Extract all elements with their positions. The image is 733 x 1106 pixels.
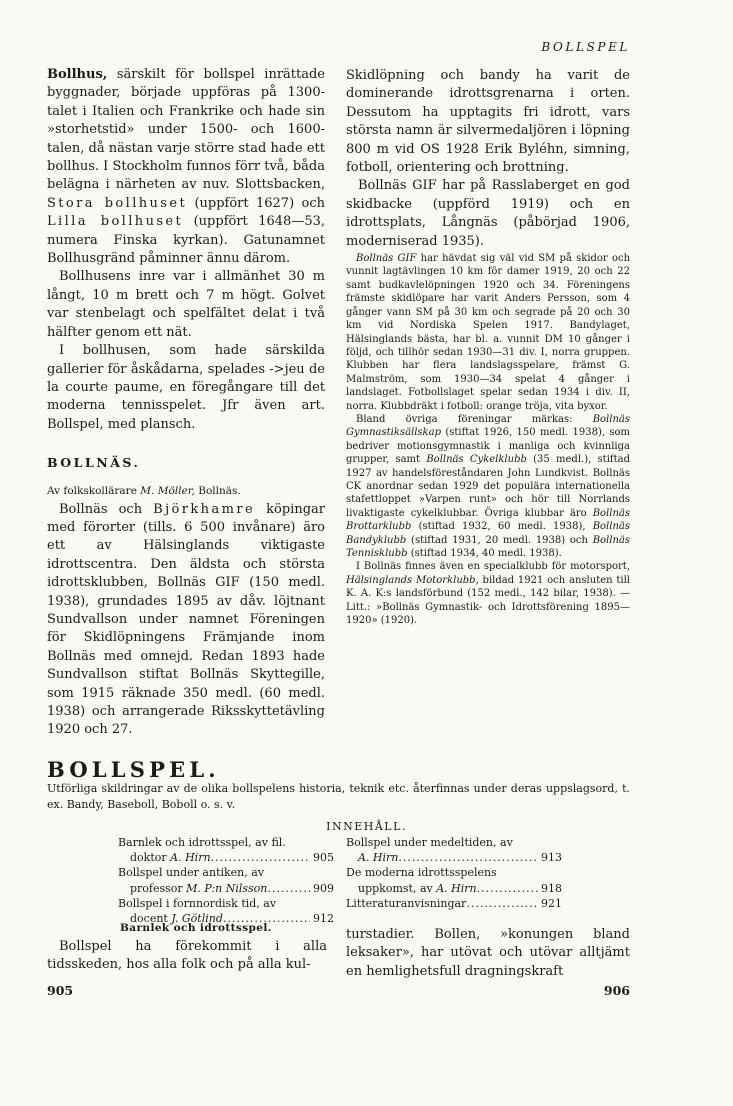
- small-text-3a: I Bollnäs finnes även en specialklubb för motorsport,: [356, 561, 630, 573]
- toc-entry-title: Litteraturanvisningar: [346, 896, 467, 910]
- bollspel-intro: Utförliga skildringar av de olika bollspelens historia, teknik etc. återfinnas under deras uppslagsord, t. ex. Bandy, Baseboll, Boboll o. s. v.: [47, 782, 630, 811]
- running-header: BOLLSPEL: [541, 40, 630, 54]
- toc-entry-page: 913: [541, 851, 562, 865]
- toc-entry[interactable]: [118, 865, 334, 895]
- toc-entry-line1: Bollspel under medeltiden, av: [346, 836, 513, 849]
- bollhus-text-c: (uppfört 1648—53, numera Finska kyrkan). Gatunamnet Bollhusgränd påminner ännu därom.: [47, 214, 326, 267]
- club-cykel: Bollnäs Cykelklubb: [426, 454, 527, 466]
- bollnas-text-a: Bollnäs och: [59, 501, 154, 517]
- small-text-2c: (35 medl.), stiftad 1927 av handelsföreståndaren John Lundkvist. Bollnäs CK anordnar sedan 1929 det populära internationella stafettloppet »Varpen runt» och hör till Norrlands livaktigaste cykelklubbar. Övriga klubbar äro: [346, 454, 630, 519]
- small-text-3b: bildad 1921 och ansluten till K. A. K:s landsförbund (152 medl., 142 bilar, 1938). — Litt.: »Bollnäs Gymnastik- och Idrottsförening 1895—1920» (1920).: [346, 574, 630, 627]
- bollhus-paragraph-2: Bollhusens inre var i allmänhet 30 m långt, 10 m brett och 7 m högt. Golvet var stenbelagt och spelfältet delat i två hälfter genom ett nät.: [47, 269, 325, 340]
- toc-entry-line1: Barnlek och idrottsspel, av fil.: [118, 836, 286, 849]
- right-paragraph-2: Bollnäs GIF har på Rasslaberget en god skidbacke (uppförd 1919) och en idrottsplats, Långnäs (påbörjad 1906, moderniserad 1935).: [346, 178, 630, 249]
- body-left-text: Bollspel ha förekommit i alla tidsskeden, hos alla folk och på alla kul-: [47, 939, 327, 973]
- bollnas-text-b: köpingar med förorter (tills. 6 500 invånare) äro ett av Hälsinglands viktigaste idrottscentra. Den äldsta och största idrottsklubben, Bollnäs GIF (150 medl. 1938), grundades 1895 av dåv. löjtnant Sundvallson under namnet Föreningen för Skidlöpningens Främjande inom Bollnäs med omnejd. Redan 1893 hade Sundvallson stiftat Bollnäs Skyttegille, som 1915 räknade 350 medl. (60 medl. 1938) och arrangerade Riksskyttetävling 1920 och 27.: [47, 501, 325, 738]
- club-bandy: Bollnäs Bandyklubb: [346, 521, 630, 546]
- bollhus-paragraph-3: I bollhusen, som hade särskilda gallerier för åskådarna, spelades ->jeu de la courte paume, en föregångare till det moderna tennisspelet. Jfr även art. Bollspel, med plansch.: [47, 343, 325, 432]
- right-paragraph-1: Skidlöpning och bandy ha varit de dominerande idrottsgrenarna i orten. Dessutom ha upptagits fri idrott, vars största namn är silvermedaljören i löpning 800 m vid OS 1928 Erik Byléhn, simning, fotboll, orientering och brottning.: [346, 68, 630, 176]
- section-subheading: Barnlek och idrottsspel.: [120, 922, 272, 934]
- toc-entry-prefix: professor: [130, 881, 187, 895]
- toc-entry-line1: Bollspel under antiken, av: [118, 866, 265, 880]
- toc-entry-author: A. Hirn: [358, 851, 399, 865]
- toc-right: [346, 835, 562, 911]
- page-number-right: 906: [603, 983, 630, 998]
- club-brottar: Bollnäs Brottarklubb: [346, 507, 630, 533]
- bollspel-heading: BOLLSPEL.: [47, 757, 220, 782]
- toc-entry-line1: De moderna idrottsspelens: [346, 866, 497, 880]
- toc-entry-prefix: docent: [130, 912, 172, 926]
- club-gymnastik: Bollnäs Gymnastiksällskap: [346, 413, 630, 439]
- page-number-left: 905: [47, 983, 74, 998]
- toc-entry[interactable]: [346, 865, 562, 895]
- toc-entry-prefix: uppkomst, av: [358, 881, 437, 895]
- toc-entry-author: A. Hirn: [170, 851, 211, 865]
- toc-entry-author: J. Götlind: [171, 912, 223, 926]
- bollspel-body-left: [47, 938, 327, 975]
- small-text-1: har hävdat sig väl vid SM på skidor och vunnit lagtävlingen 10 km för damer 1919, 20 och 22 samt budkavlelöpningen 1920 och 34. Föreningens främste skidlöpare har varit Anders Persson, som 4 gånger vann SM på 30 km och segrade på 20 och 30 km vid Nordiska Spelen 1917. Bandylaget, Hälsinglands bästa, har bl. a. vunnit DM 10 gånger i följd, och tillhör sedan 1930—31 div. I, norra gruppen. Klubben har flera landslagsspelare, främst G. Malmström, som 1930—34 spelat 4 gånger i landslaget. Fotbollslaget spelar sedan 1934 i div. II, norra. Klubbdräkt i fotboll: orange tröja, vita byxor.: [346, 253, 631, 412]
- bollnas-author: [47, 483, 325, 499]
- club-tennis: Bollnäs Tennisklubb: [346, 534, 630, 559]
- toc-entry-author: M. P:n Nilsson: [186, 881, 268, 895]
- bollspel-body-right: turstadier. Bollen, »konungen bland leksaker», har utövat och utövar alltjämt en hemlighetsfull dragningskraft: [346, 927, 630, 979]
- small-paragraph-2: [346, 413, 630, 560]
- small-paragraph-1: [346, 252, 630, 413]
- small-text-2d: (stiftad 1932, 60 medl. 1938),: [411, 521, 593, 533]
- lilla-bollhuset: Lilla bollhuset: [47, 214, 184, 230]
- toc-entry-line1: Bollspel i fornnordisk tid, av: [118, 896, 277, 910]
- small-text-2b: (stiftat 1926, 150 medl. 1938), som bedriver motionsgymnastik i manliga och kvinnliga grupper, samt: [346, 427, 630, 466]
- left-column: [47, 66, 325, 740]
- small-text-2e: (stiftad 1931, 20 medl. 1938) och: [406, 534, 593, 546]
- small-text-2f: (stiftad 1934, 40 medl. 1938).: [407, 548, 562, 559]
- toc-entry-page: 909: [313, 881, 334, 895]
- toc-entry-page: 918: [541, 881, 562, 895]
- toc-entry-author: A. Hirn: [436, 881, 477, 895]
- toc-title: INNEHÅLL.: [326, 820, 407, 833]
- toc-entry-page: 912: [313, 912, 334, 926]
- bollnas-heading: BOLLNÄS.: [47, 455, 141, 471]
- toc-entry[interactable]: [346, 896, 562, 911]
- toc-entry[interactable]: [346, 835, 562, 865]
- toc-entry[interactable]: [118, 835, 334, 865]
- toc-entry-page: 921: [541, 896, 562, 910]
- toc-left: [118, 835, 334, 926]
- right-column: [346, 67, 630, 627]
- toc-entry-prefix: doktor: [130, 851, 171, 865]
- author-name: M. Möller,: [140, 484, 195, 497]
- author-prefix: Av folkskollärare: [47, 484, 141, 497]
- bollnas-paragraph-1: [47, 501, 325, 740]
- stora-bollhuset: Stora bollhuset: [47, 195, 188, 211]
- club-bollnas-gif: Bollnäs GIF: [356, 253, 417, 265]
- bollhus-term: Bollhus,: [47, 67, 108, 82]
- bollhus-text-b: (uppfört 1627) och: [187, 195, 325, 211]
- small-text-2a: Bland övriga föreningar märkas:: [356, 413, 593, 425]
- club-motor: Hälsinglands Motorklubb,: [346, 574, 479, 586]
- small-paragraph-3: [346, 560, 630, 627]
- bjorkhamre: Björkhamre: [153, 501, 256, 517]
- author-suffix: Bollnäs.: [194, 484, 241, 497]
- bollhus-text-a: särskilt för bollspel inrättade byggnader, började uppföras på 1300-talet i Italien och Frankrike och hade sin »storhetstid» under 1500- och 1600-talen, då nästan varje större stad hade ett bollhus. I Stockholm funnos förr två, båda belägna i närheten av nuv. Slottsbacken,: [47, 67, 325, 193]
- toc-entry-page: 905: [313, 851, 334, 865]
- bollhus-paragraph-1: [47, 66, 325, 268]
